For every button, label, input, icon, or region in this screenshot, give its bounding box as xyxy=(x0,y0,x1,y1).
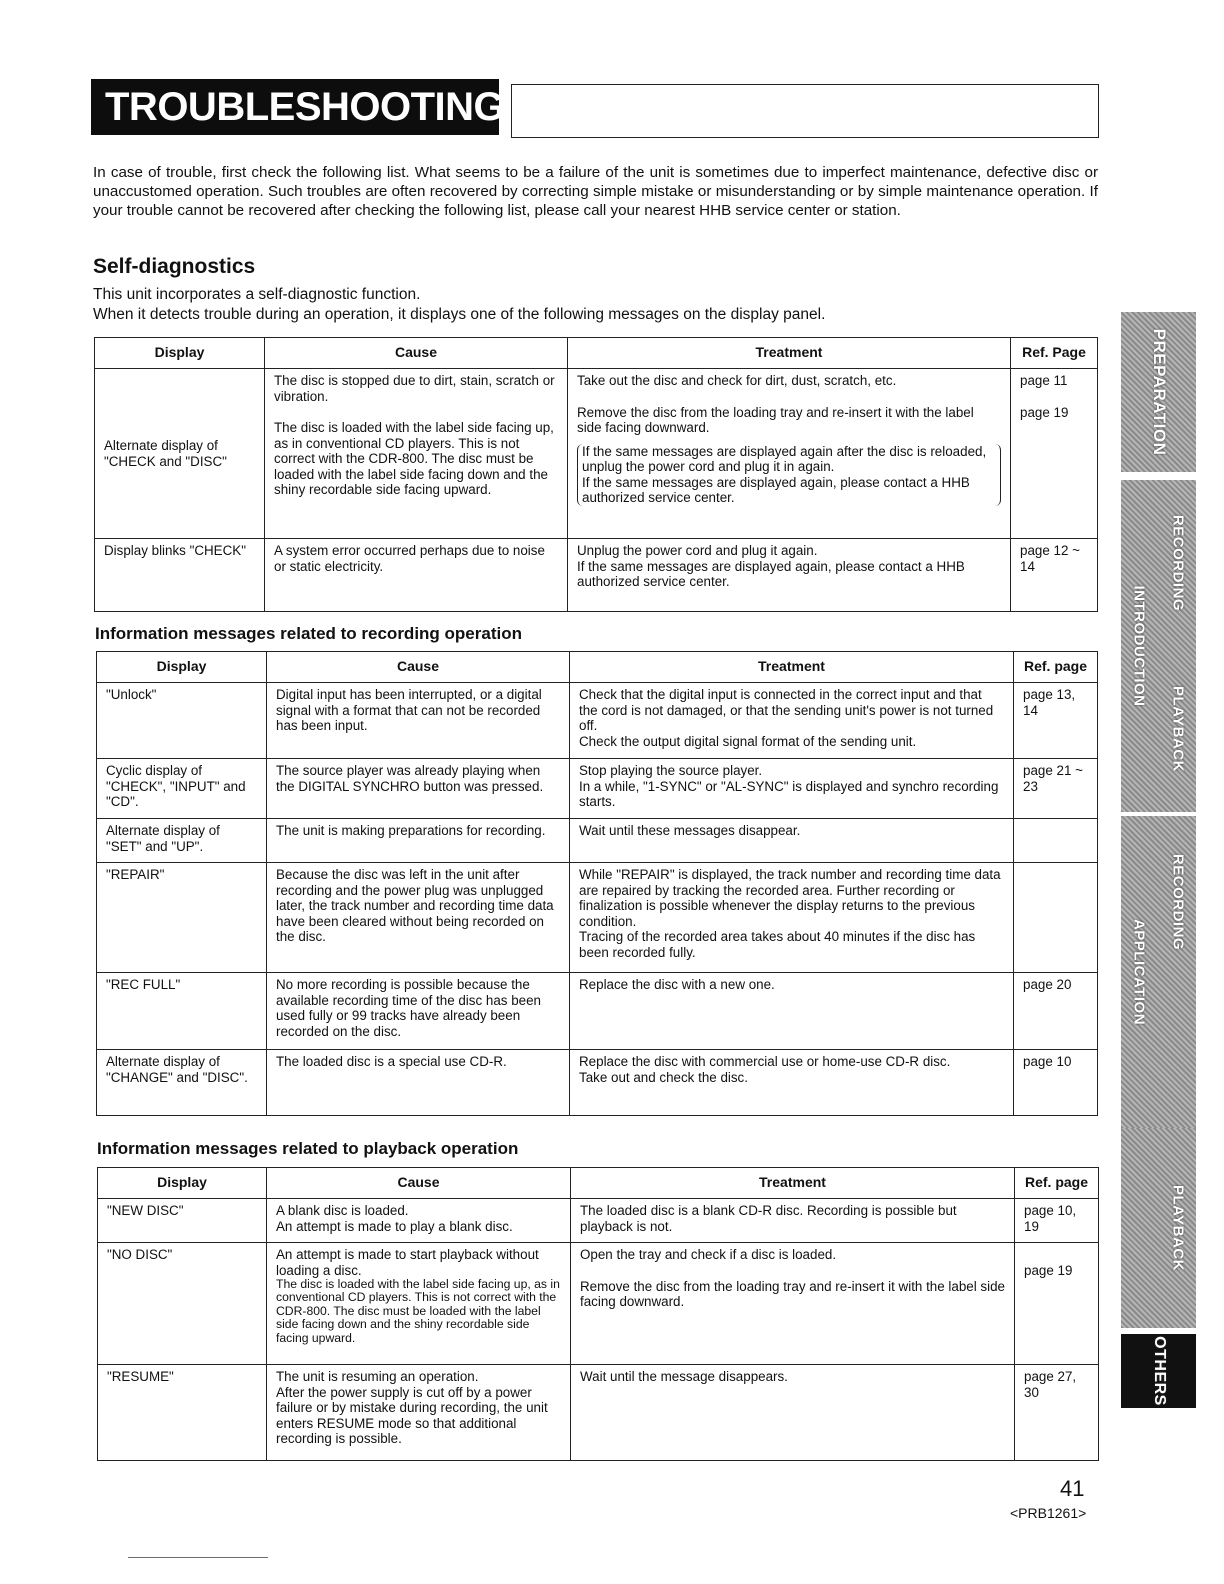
header-cause: Cause xyxy=(265,338,568,369)
cause-cell xyxy=(267,1243,571,1365)
treatment-text: Tracing of the recorded area takes about 40 minutes if the disc has been recorded fully. xyxy=(579,929,976,960)
cause-text: An attempt is made to start playback without loading a disc. xyxy=(276,1247,539,1278)
cause-text: A blank disc is loaded. xyxy=(276,1203,409,1218)
treatment-text: Take out and check the disc. xyxy=(579,1069,748,1085)
display-cell: "NEW DISC" xyxy=(98,1199,267,1243)
ref-cell: page 13, 14 xyxy=(1014,683,1098,759)
display-cell: "REPAIR" xyxy=(97,863,267,973)
cause-cell xyxy=(267,1199,571,1243)
display-cell: "RESUME" xyxy=(98,1365,267,1461)
intro-paragraph: In case of trouble, first check the following list. What seems to be a failure of the unit is sometimes due to imperfect maintenance, defective disc or unaccustomed operation. Such troubles are often recovered by correcting simple mistake or misunderstanding or by simple maintenance operation. If your trouble cannot be recovered after checking the following list, please call your nearest HHB service center or station. xyxy=(93,164,1098,219)
cause-cell: Because the disc was left in the unit after recording and the power plug was unplugged later, the track number and recording time data have been cleared without being recorded on the disc. xyxy=(267,863,570,973)
ref-cell xyxy=(1014,863,1098,973)
treatment-text: Check that the digital input is connected in the correct input and that the cord is not damaged, or that the sending unit's power is not turned off. xyxy=(579,687,994,733)
ref-cell: page 20 xyxy=(1014,973,1098,1050)
treatment-cell: Replace the disc with a new one. xyxy=(570,973,1014,1050)
table-row xyxy=(95,369,1098,539)
treatment-cell xyxy=(571,1243,1015,1365)
side-tab-application-label: APPLICATION xyxy=(1130,918,1148,1026)
page-title: TROUBLESHOOTING xyxy=(91,79,499,135)
table-header-row xyxy=(97,652,1098,683)
page-number: 41 xyxy=(1060,1476,1085,1501)
treatment-cell xyxy=(570,683,1014,759)
treatment-cell: Wait until these messages disappear. xyxy=(570,819,1014,863)
ref-cell: page 19 xyxy=(1015,1243,1099,1365)
treatment-text: Unplug the power cord and plug it again. xyxy=(577,543,818,558)
header-ref: Ref. page xyxy=(1015,1168,1099,1199)
side-tab-playback-2-label: PLAYBACK xyxy=(1169,1185,1187,1271)
treatment-cell xyxy=(568,539,1011,612)
side-tab-playback[interactable] xyxy=(1121,1128,1196,1328)
treatment-text: Remove the disc from the loading tray and re-insert it with the label side facing downward. xyxy=(580,1278,1005,1309)
table-row xyxy=(97,863,1098,973)
treatment-cell xyxy=(568,369,1011,539)
display-cell: "Unlock" xyxy=(97,683,267,759)
table-row xyxy=(97,1050,1098,1116)
cause-cell: The source player was already playing when the DIGITAL SYNCHRO button was pressed. xyxy=(267,759,570,819)
display-cell: Alternate display of "CHANGE" and "DISC". xyxy=(97,1050,267,1116)
ref-cell: page 21 ~ 23 xyxy=(1014,759,1098,819)
cause-cell: The loaded disc is a special use CD-R. xyxy=(267,1050,570,1116)
header-ref: Ref. page xyxy=(1014,652,1098,683)
table-row xyxy=(97,759,1098,819)
treatment-cell xyxy=(570,863,1014,973)
display-cell: "NO DISC" xyxy=(98,1243,267,1365)
treatment-cell xyxy=(570,759,1014,819)
header-treatment: Treatment xyxy=(568,338,1011,369)
treatment-text: In a while, "1-SYNC" or "AL-SYNC" is displayed and synchro recording starts. xyxy=(579,778,999,809)
header-treatment: Treatment xyxy=(570,652,1014,683)
display-cell: Alternate display of "CHECK and "DISC" xyxy=(95,369,265,539)
table-header-row xyxy=(95,338,1098,369)
side-tab-others[interactable]: OTHERS xyxy=(1121,1334,1196,1408)
cause-text: The disc is loaded with the label side facing up, as in conventional CD players. This is not correct with the CDR-800. The disc must be loaded with the label side facing down and the shiny recordable side facing upward. xyxy=(274,420,554,497)
table-row xyxy=(98,1199,1099,1243)
header-cause: Cause xyxy=(267,1168,571,1199)
cause-text: The disc is loaded with the label side facing up, as in conventional CD players. This is not correct with the CDR-800. The disc must be loaded with the label side facing down and the shiny recordable side facing upward. xyxy=(276,1277,560,1345)
self-diagnostics-line-1: This unit incorporates a self-diagnostic function. xyxy=(93,286,421,303)
side-tab-introduction-recording[interactable] xyxy=(1121,480,1196,812)
side-tab-introduction-label: INTRODUCTION xyxy=(1130,585,1148,707)
self-diagnostics-description xyxy=(93,285,1093,325)
side-tab-recording-2-label: RECORDING xyxy=(1169,853,1187,950)
table-row xyxy=(98,1365,1099,1461)
cause-text: After the power supply is cut off by a power failure or by mistake during recording, the unit enters RESUME mode so that additional recording is possible. xyxy=(276,1384,548,1446)
self-diagnostics-line-2: When it detects trouble during an operation, it displays one of the following messages on the display panel. xyxy=(93,306,826,323)
recording-info-heading: Information messages related to recording operation xyxy=(95,624,522,643)
display-cell: "REC FULL" xyxy=(97,973,267,1050)
cause-text: The unit is resuming an operation. xyxy=(276,1369,479,1384)
table-header-row xyxy=(98,1168,1099,1199)
ref-cell: page 10, 19 xyxy=(1015,1199,1099,1243)
cause-cell: The unit is making preparations for recording. xyxy=(267,819,570,863)
header-display: Display xyxy=(97,652,267,683)
table-row xyxy=(98,1243,1099,1365)
header-ref: Ref. Page xyxy=(1011,338,1098,369)
cause-cell xyxy=(265,369,568,539)
display-cell: Alternate display of "SET" and "UP". xyxy=(97,819,267,863)
treatment-cell: The loaded disc is a blank CD-R disc. Recording is possible but playback is not. xyxy=(571,1199,1015,1243)
bottom-rule xyxy=(128,1557,268,1558)
cause-cell: A system error occurred perhaps due to noise or static electricity. xyxy=(265,539,568,612)
header-display: Display xyxy=(95,338,265,369)
ref-cell: page 27, 30 xyxy=(1015,1365,1099,1461)
side-tab-playback-label: PLAYBACK xyxy=(1169,686,1187,772)
self-diagnostics-table xyxy=(94,337,1098,612)
playback-info-heading: Information messages related to playback operation xyxy=(97,1139,519,1158)
table-row xyxy=(95,539,1098,612)
playback-info-table xyxy=(97,1167,1099,1461)
treatment-text: Stop playing the source player. xyxy=(579,763,763,778)
table-row xyxy=(97,973,1098,1050)
table-row xyxy=(97,683,1098,759)
cause-cell: Digital input has been interrupted, or a digital signal with a format that can not be recorded has been input. xyxy=(267,683,570,759)
side-tab-application[interactable] xyxy=(1121,816,1196,1128)
cause-text: An attempt is made to play a blank disc. xyxy=(276,1218,513,1234)
cause-cell: No more recording is possible because the available recording time of the disc has been used fully or 99 tracks have already been recorded on the disc. xyxy=(267,973,570,1050)
treatment-text: Take out the disc and check for dirt, dust, scratch, etc. xyxy=(577,373,897,388)
treatment-cell: Wait until the message disappears. xyxy=(571,1365,1015,1461)
treatment-text: Remove the disc from the loading tray and re-insert it with the label side facing downward. xyxy=(577,404,974,435)
side-tab-recording-label: RECORDING xyxy=(1169,514,1187,612)
ref-cell: page 12 ~ 14 xyxy=(1011,539,1098,612)
treatment-text: Check the output digital signal format of the sending unit. xyxy=(579,733,917,749)
ref-cell xyxy=(1011,369,1098,539)
header-cause: Cause xyxy=(267,652,570,683)
header-treatment: Treatment xyxy=(571,1168,1015,1199)
title-frame xyxy=(511,84,1099,138)
table-row xyxy=(97,819,1098,863)
side-tab-preparation[interactable]: PREPARATION xyxy=(1121,312,1196,472)
treatment-text: If the same messages are displayed again, please contact a HHB authorized service center. xyxy=(577,558,965,589)
treatment-text: While "REPAIR" is displayed, the track number and recording time data are repaired by tracking the recorded area. Further recording or finalization is possible whenever the display returns to the previous condition. xyxy=(579,867,1001,929)
cause-cell xyxy=(267,1365,571,1461)
header-display: Display xyxy=(98,1168,267,1199)
title-block xyxy=(91,79,1099,137)
document-code: <PRB1261> xyxy=(1010,1505,1087,1521)
ref-text: page 19 xyxy=(1020,404,1069,420)
treatment-note: If the same messages are displayed again after the disc is reloaded, unplug the power cord and plug it in again. If the same messages are displayed again, please contact a HHB authorized service center. xyxy=(577,444,1001,506)
cause-text: The disc is stopped due to dirt, stain, scratch or vibration. xyxy=(274,373,555,404)
treatment-text: Replace the disc with commercial use or home-use CD-R disc. xyxy=(579,1054,951,1069)
treatment-cell xyxy=(570,1050,1014,1116)
treatment-text: Open the tray and check if a disc is loaded. xyxy=(580,1247,837,1262)
ref-cell xyxy=(1014,819,1098,863)
display-cell: Display blinks "CHECK" xyxy=(95,539,265,612)
ref-cell: page 10 xyxy=(1014,1050,1098,1116)
recording-info-table xyxy=(96,651,1098,1116)
display-cell: Cyclic display of "CHECK", "INPUT" and "CD". xyxy=(97,759,267,819)
self-diagnostics-heading: Self-diagnostics xyxy=(93,255,256,278)
ref-text: page 11 xyxy=(1020,373,1068,388)
